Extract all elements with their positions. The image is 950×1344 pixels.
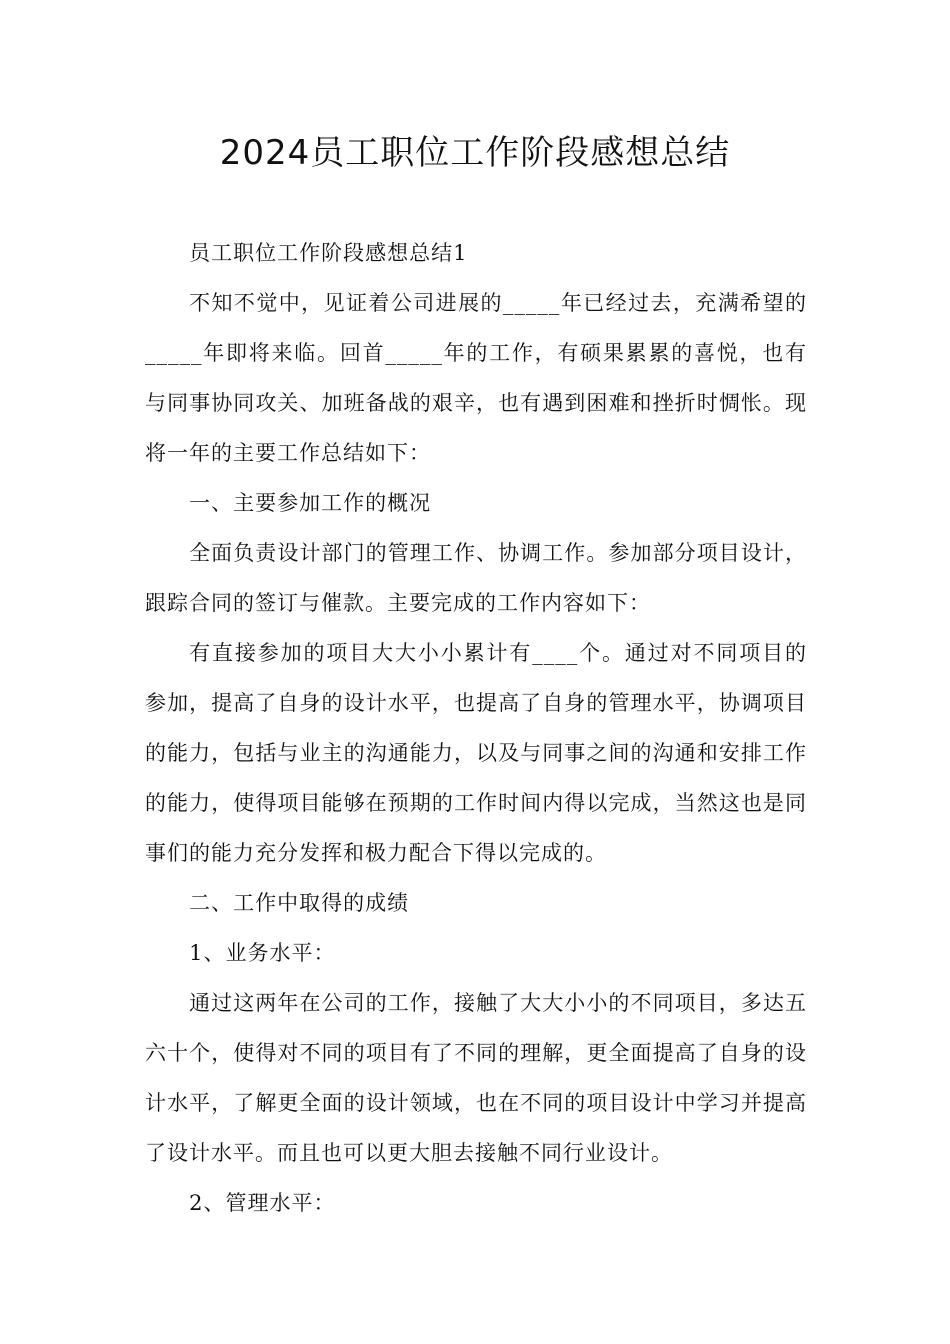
paragraph: 通过这两年在公司的工作，接触了大大小小的不同项目，多达五六十个，使得对不同的项目有了不同的理解，更全面提高了自身的设计水平，了解更全面的设计领域，也在不同的项目设计中学习并提高了设计水平。而且也可以更大胆去接触不同行业设计。 <box>145 991 807 1165</box>
section-heading: 员工职位工作阶段感想总结1 <box>189 241 468 265</box>
subsection-heading: 2、管理水平： <box>189 1191 336 1215</box>
paragraph: 有直接参加的项目大大小小累计有____个。通过对不同项目的参加，提高了自身的设计水平，也提高了自身的管理水平，协调项目的能力，包括与业主的沟通能力，以及与同事之间的沟通和安排工作的能力，使得项目能够在预期的工作时间内得以完成，当然这也是同事们的能力充分发挥和极力配合下得以完成的。 <box>145 641 807 865</box>
paragraph: 全面负责设计部门的管理工作、协调工作。参加部分项目设计，跟踪合同的签订与催款。主要完成的工作内容如下： <box>145 541 807 615</box>
subsection-heading: 1、业务水平： <box>189 941 336 965</box>
section-heading: 二、工作中取得的成绩 <box>189 891 410 915</box>
document-body <box>145 228 807 1228</box>
section-heading: 一、主要参加工作的概况 <box>189 491 432 515</box>
paragraph: 不知不觉中，见证着公司进展的_____年已经过去，充满希望的_____年即将来临。回首_____年的工作，有硕果累累的喜悦，也有与同事协同攻关、加班备战的艰辛，也有遇到困难和挫折时惆怅。现将一年的主要工作总结如下： <box>145 291 807 465</box>
document-title: 2024员工职位工作阶段感想总结 <box>219 133 731 173</box>
